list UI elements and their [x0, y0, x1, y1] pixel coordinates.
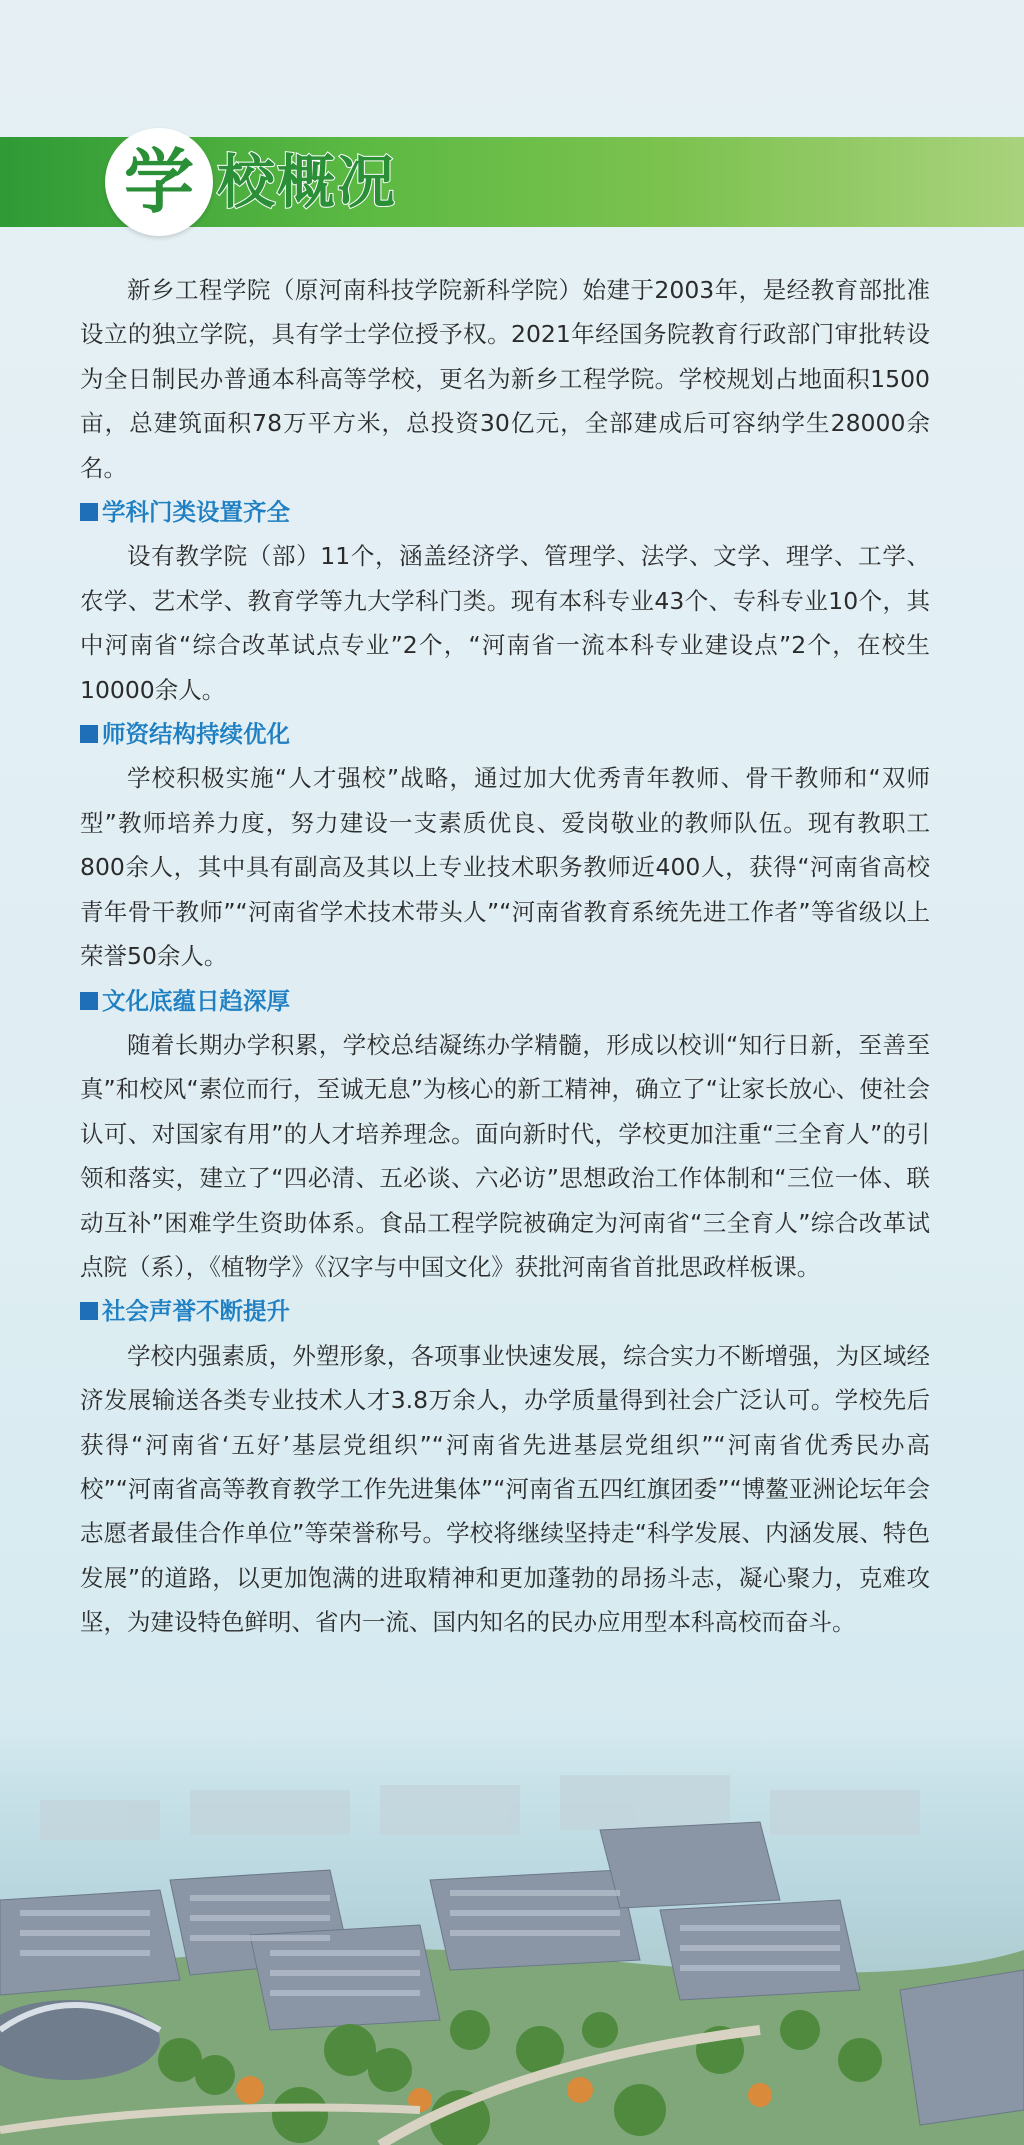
section-heading-disciplines: 学科门类设置齐全 — [80, 490, 930, 534]
square-bullet-icon — [80, 503, 98, 521]
campus-illustration — [0, 1730, 1024, 2145]
section-body-culture: 随着长期办学积累，学校总结凝练办学精髓，形成以校训“知行日新，至善至真”和校风“素位而行，至诚无息”为核心的新工精神，确立了“让家长放心、使社会认可、对国家有用”的人才培养理念。面向新时代，学校更加注重“三全育人”的引领和落实，建立了“四必清、五必谈、六必访”思想政治工作体制和“三位一体、联动互补”困难学生资助体系。食品工程学院被确定为河南省“三全育人”综合改革试点院（系），《植物学》《汉字与中国文化》获批河南省首批思政样板课。 — [80, 1030, 930, 1281]
square-bullet-icon — [80, 1302, 98, 1320]
title-first-char: 学 — [124, 141, 194, 223]
campus-aerial-image — [0, 1730, 1024, 2145]
section-heading-faculty: 师资结构持续优化 — [80, 712, 930, 756]
page-title — [105, 126, 397, 238]
square-bullet-icon — [80, 725, 98, 743]
title-rest: 校概况 — [217, 148, 398, 216]
intro-paragraph: 新乡工程学院（原河南科技学院新科学院）始建于2003年，是经教育部批准设立的独立学院，具有学士学位授予权。2021年经国务院教育行政部门审批转设为全日制民办普通本科高等学校，更名为新乡工程学院。学校规划占地面积1500亩，总建筑面积78万平方米，总投资30亿元，全部建成后可容纳学生28000余名。 — [80, 276, 930, 482]
section-body-faculty: 学校积极实施“人才强校”战略，通过加大优秀青年教师、骨干教师和“双师型”教师培养力度，努力建设一支素质优良、爱岗敬业的教师队伍。现有教职工800余人，其中具有副高及其以上专业技术职务教师近400人，获得“河南省高校青年骨干教师”“河南省学术技术带头人”“河南省教育系统先进工作者”等省级以上荣誉50余人。 — [80, 764, 930, 971]
square-bullet-icon — [80, 992, 98, 1010]
section-body-disciplines: 设有教学院（部）11个，涵盖经济学、管理学、法学、文学、理学、工学、农学、艺术学、教育学等九大学科门类。现有本科专业43个、专科专业10个，其中河南省“综合改革试点专业”2个，“河南省一流本科专业建设点”2个，在校生10000余人。 — [80, 542, 930, 704]
section-heading-culture: 文化底蕴日趋深厚 — [80, 979, 930, 1023]
article-body — [80, 268, 930, 1645]
section-heading-reputation: 社会声誉不断提升 — [80, 1289, 930, 1333]
section-body-reputation: 学校内强素质，外塑形象，各项事业快速发展，综合实力不断增强，为区域经济发展输送各类专业技术人才3.8万余人，办学质量得到社会广泛认可。学校先后获得“河南省‘五好’基层党组织”“河南省先进基层党组织”“河南省优秀民办高校”“河南省高等教育教学工作先进集体”“河南省五四红旗团委”“博鳌亚洲论坛年会志愿者最佳合作单位”等荣誉称号。学校将继续坚持走“科学发展、内涵发展、特色发展”的道路，以更加饱满的进取精神和更加蓬勃的昂扬斗志，凝心聚力，克难攻坚，为建设特色鲜明、省内一流、国内知名的民办应用型本科高校而奋斗。 — [80, 1341, 930, 1637]
title-circle — [105, 128, 213, 236]
